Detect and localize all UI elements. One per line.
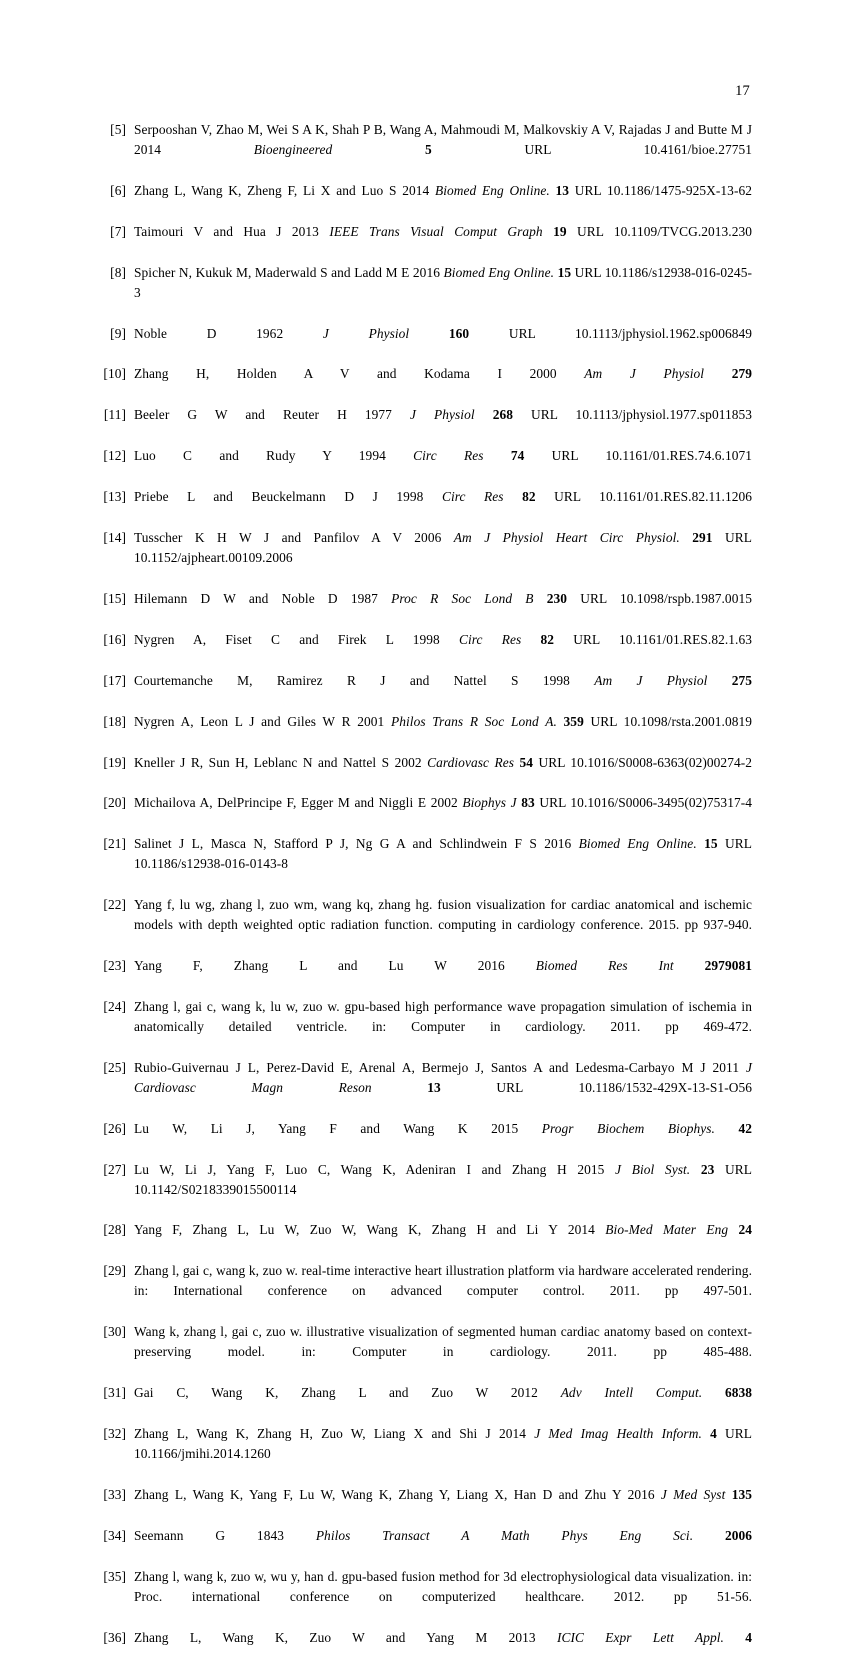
journal-title: Bio-Med Mater Eng (605, 1222, 729, 1238)
bibliography-entry-number: [23] (103, 958, 126, 974)
reference-text (372, 1080, 428, 1095)
volume-number: 15 (557, 264, 572, 280)
reference-text: Priebe L and Beuckelmann D J 1998 (134, 489, 442, 505)
bibliography-entry-text (134, 1261, 752, 1321)
bibliography-entry-number: [35] (103, 1568, 126, 1584)
bibliography-entry-number: [17] (103, 672, 126, 688)
bibliography-entry-number: [19] (103, 754, 126, 770)
journal-title: Am J Physiol (584, 366, 705, 382)
reference-text: Salinet J L, Masca N, Stafford P J, Ng G A and Schlindwein F S 2016 (134, 836, 579, 852)
reference-text: Zhang L, Wang K, Zuo W and Yang M 2013 (134, 1629, 557, 1645)
journal-title: Biomed Eng Online. (443, 264, 554, 280)
bibliography-entry-text (134, 589, 752, 629)
journal-title: Am J Physiol Heart Circ Physiol. (453, 530, 680, 546)
journal-title: Adv Intell Comput. (560, 1385, 703, 1401)
reference-text: URL 10.1186/s12938-016-0245-3 (134, 264, 752, 300)
reference-text: Nygren A, Leon L J and Giles W R 2001 (134, 713, 391, 729)
reference-text: URL 10.1161/01.RES.74.6.1071 (524, 448, 752, 464)
reference-text (704, 366, 732, 381)
bibliography-entry-text (134, 834, 752, 894)
reference-text (728, 1222, 738, 1237)
bibliography-entry-text (134, 1322, 752, 1382)
bibliography-entry-text (134, 1628, 752, 1668)
bibliography-entry-text (134, 324, 752, 364)
reference-text (332, 142, 425, 157)
bibliography-entry-number: [30] (103, 1324, 126, 1340)
bibliography-entry-text (134, 1160, 752, 1220)
volume-number: 4 (710, 1426, 717, 1441)
reference-text (409, 326, 449, 341)
bibliography-entry (100, 1567, 752, 1627)
bibliography-entry-text (134, 222, 752, 262)
journal-title: Biomed Res Int (535, 958, 674, 974)
bibliography-entry (100, 834, 752, 894)
volume-number: 2006 (724, 1527, 752, 1543)
reference-text (680, 530, 692, 545)
bibliography-entry-text (134, 405, 752, 445)
volume-number: 291 (692, 530, 713, 546)
reference-text (690, 1162, 701, 1177)
bibliography-entry-number: [25] (103, 1059, 126, 1075)
bibliography-entry-text (134, 793, 752, 833)
bibliography-entry (100, 956, 752, 996)
bibliography-entry-text (134, 528, 752, 588)
journal-title: Circ Res (458, 631, 522, 647)
volume-number: 230 (546, 590, 568, 606)
volume-number: 4 (745, 1629, 753, 1645)
bibliography-entry (100, 1628, 752, 1668)
reference-text: URL 10.1142/S0218339015500114 (134, 1161, 752, 1197)
bibliography-entry (100, 222, 752, 262)
bibliography-entry-number: [14] (103, 530, 126, 546)
reference-text: Serpooshan V, Zhao M, Wei S A K, Shah P B, Wang A, Mahmoudi M, Malkovskiy A V, Rajadas J and Butte M J 2014 (134, 122, 752, 157)
bibliography-entry-text (134, 1526, 752, 1566)
bibliography-entry (100, 120, 752, 180)
bibliography-entry (100, 1485, 752, 1525)
reference-text: Zhang l, gai c, wang k, lu w, zuo w. gpu-based high performance wave propagation simulation of ischemia in anatomically detailed ventricle. in: Computer in cardiology. 2011. pp 469-472. (134, 998, 752, 1034)
reference-text: URL 10.4161/bioe.27751 (431, 141, 753, 157)
bibliography-entry (100, 712, 752, 752)
reference-text: Zhang L, Wang K, Yang F, Lu W, Wang K, Zhang Y, Liang X, Han D and Zhu Y 2016 (134, 1486, 661, 1502)
bibliography-entry-text (134, 446, 752, 486)
bibliography-entry-number: [6] (110, 182, 126, 198)
bibliography-entry (100, 1119, 752, 1159)
bibliography-entry (100, 528, 752, 588)
bibliography-entry (100, 793, 752, 833)
volume-number: 2979081 (704, 958, 752, 974)
bibliography-entry (100, 324, 752, 364)
journal-title: J Physiol (322, 325, 410, 341)
bibliography-entry-text (134, 1383, 752, 1423)
reference-text: Beeler G W and Reuter H 1977 (134, 407, 410, 423)
bibliography-entry-number: [7] (110, 223, 126, 239)
reference-text: Zhang H, Holden A V and Kodama I 2000 (134, 366, 585, 382)
bibliography-entry (100, 487, 752, 527)
volume-number: 13 (555, 182, 570, 198)
volume-number: 19 (553, 223, 567, 239)
reference-text: URL 10.1098/rspb.1987.0015 (567, 590, 752, 606)
volume-number: 279 (731, 366, 752, 382)
reference-text: Yang f, lu wg, zhang l, zuo wm, wang kq, zhang hg. fusion visualization for cardiac anatomical and ischemic models with depth weighted optic radiation function. computing in cardiology conference. 2015. pp 937-940. (134, 897, 752, 933)
reference-text (715, 1121, 739, 1136)
bibliography-entry-number: [32] (103, 1426, 126, 1441)
reference-text: URL 10.1161/01.RES.82.11.1206 (535, 489, 752, 505)
bibliography-entry-number: [24] (103, 998, 126, 1014)
bibliography-entry (100, 1058, 752, 1118)
reference-text: Zhang l, gai c, wang k, zuo w. real-time interactive heart illustration platform via hardware accelerated rendering. in: International conference on advanced computer control. 2011. pp 497-501. (134, 1263, 752, 1299)
journal-title: J Biol Syst. (615, 1161, 691, 1177)
bibliography-entry-number: [22] (103, 897, 126, 913)
volume-number: 135 (731, 1486, 752, 1502)
volume-number: 83 (521, 795, 535, 811)
reference-text: URL 10.1016/S0008-6363(02)00274-2 (533, 754, 753, 770)
reference-text (484, 448, 511, 463)
volume-number: 6838 (724, 1385, 752, 1401)
reference-text: Kneller J R, Sun H, Leblanc N and Nattel S 2002 (134, 754, 428, 770)
reference-text (557, 714, 564, 729)
journal-title: Bioengineered (253, 141, 333, 157)
reference-text: Hilemann D W and Noble D 1987 (134, 590, 392, 606)
reference-text (674, 958, 705, 973)
bibliography-entry-number: [36] (103, 1629, 126, 1645)
bibliography-entry-number: [21] (103, 836, 126, 852)
volume-number: 13 (427, 1079, 441, 1095)
journal-title: Proc R Soc Lond B (391, 590, 534, 606)
volume-number: 15 (704, 836, 718, 852)
bibliography-entry-text (134, 120, 752, 180)
journal-title: IEEE Trans Visual Comput Graph (329, 223, 543, 239)
bibliography-entry-number: [12] (103, 448, 126, 464)
bibliography-entry (100, 405, 752, 445)
reference-text (724, 1630, 745, 1645)
reference-text: Yang F, Zhang L, Lu W, Zuo W, Wang K, Zhang H and Li Y 2014 (134, 1222, 606, 1238)
bibliography-entry (100, 671, 752, 711)
reference-text: URL 10.1113/jphysiol.1977.sp011853 (513, 407, 753, 423)
bibliography-entry (100, 895, 752, 955)
reference-text: URL 10.1186/1475-925X-13-62 (569, 182, 752, 198)
journal-title: Circ Res (441, 489, 504, 505)
reference-text: URL 10.1109/TVCG.2013.230 (566, 223, 752, 239)
reference-text (534, 591, 547, 606)
bibliography-entry (100, 446, 752, 486)
bibliography-entry-number: [28] (103, 1222, 126, 1238)
reference-text: Taimouri V and Hua J 2013 (134, 223, 330, 239)
bibliography-entry (100, 753, 752, 793)
bibliography-entry-number: [29] (103, 1263, 126, 1279)
bibliography-entry-number: [18] (103, 713, 126, 729)
bibliography-entry-number: [5] (110, 122, 126, 137)
journal-title: Biomed Eng Online. (578, 836, 697, 852)
bibliography-entry-number: [31] (103, 1385, 126, 1401)
reference-text (543, 224, 553, 239)
bibliography-entry (100, 997, 752, 1057)
journal-title: Circ Res (413, 448, 484, 464)
journal-title: J Physiol (409, 407, 475, 423)
volume-number: 23 (700, 1161, 715, 1177)
bibliography-entry-number: [8] (110, 264, 126, 280)
bibliography-entry (100, 1383, 752, 1423)
reference-text: Courtemanche M, Ramirez R J and Nattel S 1998 (134, 672, 595, 688)
bibliography-entry (100, 1526, 752, 1566)
reference-text: Luo C and Rudy Y 1994 (134, 448, 414, 464)
journal-title: Am J Physiol (594, 672, 708, 688)
reference-text: Noble D 1962 (134, 325, 323, 341)
volume-number: 268 (492, 407, 513, 423)
reference-text: URL 10.1113/jphysiol.1962.sp006849 (469, 325, 753, 341)
journal-title: Cardiovasc Res (427, 754, 515, 770)
reference-text: Tusscher K H W J and Panfilov A V 2006 (134, 530, 454, 546)
reference-text: URL 10.1186/s12938-016-0143-8 (134, 836, 753, 872)
reference-text (702, 1385, 725, 1400)
journal-title: J Cardiovasc Magn Reson (134, 1059, 752, 1095)
reference-text (521, 632, 540, 647)
reference-text: URL 10.1161/01.RES.82.1.63 (554, 631, 752, 647)
reference-text: URL 10.1152/ajpheart.00109.2006 (134, 530, 752, 566)
reference-text: Rubio-Guivernau J L, Perez-David E, Arenal A, Bermejo J, Santos A and Ledesma-Carbayo M J 2011 (134, 1059, 746, 1075)
bibliography-entry (100, 1424, 752, 1484)
bibliography-entry (100, 1160, 752, 1220)
journal-title: Philos Trans R Soc Lond A. (390, 713, 557, 729)
bibliography-entry-text (134, 753, 752, 793)
bibliography-entry-text (134, 1119, 752, 1159)
reference-text: URL 10.1186/1532-429X-13-S1-O56 (440, 1079, 752, 1095)
bibliography-entry-text (134, 895, 752, 955)
bibliography-entry-number: [27] (103, 1161, 126, 1177)
bibliography-entry-text (134, 1424, 752, 1484)
volume-number: 24 (738, 1222, 752, 1238)
bibliography-entry-text (134, 181, 752, 221)
reference-text: Michailova A, DelPrincipe F, Egger M and Niggli E 2002 (134, 795, 463, 811)
bibliography-entry-number: [10] (103, 366, 126, 382)
bibliography-entry-text (134, 997, 752, 1057)
reference-text: Lu W, Li J, Yang F and Wang K 2015 (134, 1120, 542, 1136)
journal-title: Progr Biochem Biophys. (541, 1120, 715, 1136)
bibliography-entry-number: [15] (103, 590, 126, 606)
volume-number: 54 (519, 754, 534, 770)
bibliography-entry-text (134, 956, 752, 996)
reference-text: Yang F, Zhang L and Lu W 2016 (134, 958, 536, 974)
reference-text: Spicher N, Kukuk M, Maderwald S and Ladd M E 2016 (134, 264, 444, 280)
bibliography-entry-text (134, 1567, 752, 1627)
reference-text (504, 489, 523, 504)
bibliography-entry-number: [13] (103, 489, 126, 505)
reference-text: Zhang L, Wang K, Zhang H, Zuo W, Liang X and Shi J 2014 (134, 1426, 535, 1441)
journal-title: J Med Imag Health Inform. (534, 1426, 702, 1441)
reference-text (475, 407, 493, 422)
journal-title: Biomed Eng Online. (435, 182, 550, 198)
reference-text: Nygren A, Fiset C and Firek L 1998 (134, 631, 459, 647)
bibliography-entry (100, 1220, 752, 1260)
reference-text (707, 673, 731, 688)
bibliography-entry-number: [33] (103, 1486, 126, 1502)
volume-number: 74 (510, 448, 525, 464)
volume-number: 160 (448, 325, 470, 341)
bibliography-entry-number: [9] (110, 325, 126, 341)
bibliography-entry-number: [16] (103, 631, 126, 647)
reference-text: URL 10.1166/jmihi.2014.1260 (134, 1426, 752, 1461)
bibliography-entry (100, 1322, 752, 1382)
bibliography-entry (100, 263, 752, 323)
journal-title: ICIC Expr Lett Appl. (556, 1629, 724, 1645)
reference-text: Zhang l, wang k, zuo w, wu y, han d. gpu-based fusion method for 3d electrophysiological data visualization. in: Proc. international conference on computerized healthcare. 2012. pp 51-56. (134, 1568, 752, 1604)
reference-text: Wang k, zhang l, gai c, zuo w. illustrative visualization of segmented human cardiac anatomy based on context-preserving model. in: Computer in cardiology. 2011. pp 485-488. (134, 1324, 752, 1360)
volume-number: 5 (424, 141, 432, 157)
reference-text: Gai C, Wang K, Zhang L and Zuo W 2012 (134, 1385, 561, 1401)
bibliography-entry-text (134, 1485, 752, 1525)
bibliography-entry-text (134, 671, 752, 711)
bibliography-entry (100, 181, 752, 221)
bibliography-entry (100, 364, 752, 404)
reference-text: Seemann G 1843 (134, 1527, 316, 1543)
bibliography-list (100, 120, 752, 1668)
journal-title: Philos Transact A Math Phys Eng Sci. (315, 1527, 694, 1543)
bibliography-entry-text (134, 1220, 752, 1260)
volume-number: 275 (731, 672, 753, 688)
bibliography-entry (100, 1261, 752, 1321)
bibliography-entry-text (134, 630, 752, 670)
volume-number: 359 (563, 713, 584, 729)
reference-text: URL 10.1016/S0006-3495(02)75317-4 (534, 795, 753, 811)
page-number: 17 (735, 83, 750, 99)
bibliography-entry (100, 630, 752, 670)
bibliography-entry (100, 589, 752, 629)
journal-title: J Med Syst (660, 1486, 726, 1502)
reference-text: URL 10.1098/rsta.2001.0819 (583, 713, 752, 729)
volume-number: 42 (738, 1120, 753, 1136)
bibliography-entry-number: [11] (103, 407, 126, 423)
bibliography-entry-text (134, 1058, 752, 1118)
reference-text: Lu W, Li J, Yang F, Luo C, Wang K, Adeniran I and Zhang H 2015 (134, 1161, 616, 1177)
volume-number: 82 (540, 631, 555, 647)
reference-text: Zhang L, Wang K, Zheng F, Li X and Luo S 2014 (134, 182, 436, 198)
journal-title: Biophys J (462, 795, 517, 811)
reference-text (702, 1426, 710, 1441)
bibliography-entry-text (134, 263, 752, 323)
bibliography-entry-text (134, 487, 752, 527)
bibliography-entry-number: [34] (103, 1527, 126, 1543)
bibliography-entry-number: [26] (103, 1120, 126, 1136)
reference-text (693, 1528, 725, 1543)
bibliography-entry-text (134, 364, 752, 404)
bibliography-entry-number: [20] (103, 795, 126, 811)
volume-number: 82 (522, 489, 536, 505)
bibliography-entry-text (134, 712, 752, 752)
